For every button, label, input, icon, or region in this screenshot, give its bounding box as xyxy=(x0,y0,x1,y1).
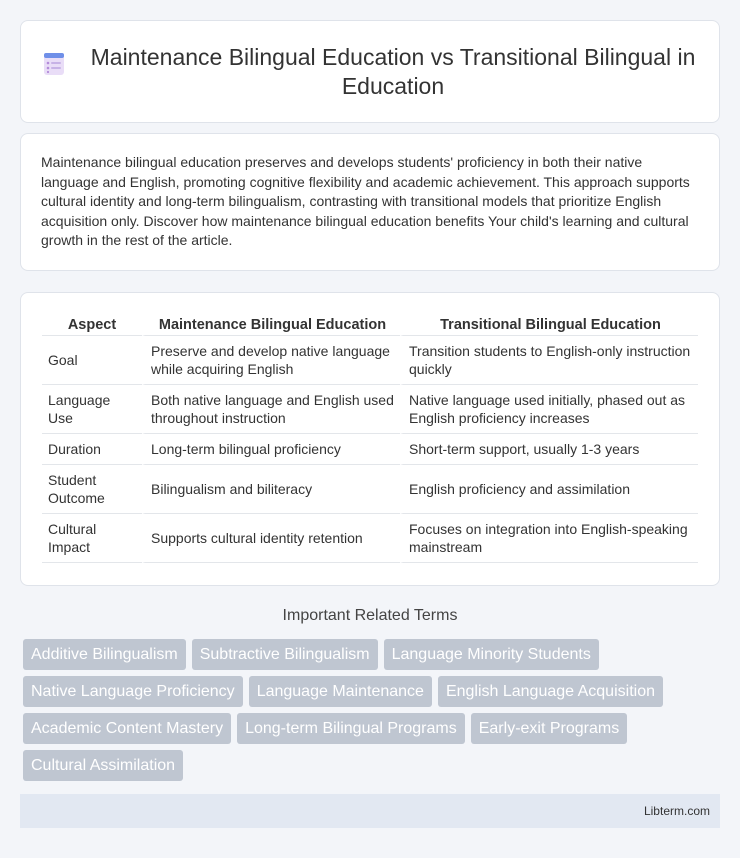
table-row xyxy=(42,385,698,434)
related-term-tag[interactable]: Additive Bilingualism xyxy=(23,639,186,670)
table-row xyxy=(42,514,698,563)
related-term-tag[interactable]: English Language Acquisition xyxy=(438,676,663,707)
intro-card xyxy=(20,133,720,271)
footer-site-link[interactable]: Libterm.com xyxy=(643,804,710,818)
column-header-transitional: Transitional Bilingual Education xyxy=(400,313,698,336)
comparison-table-card xyxy=(20,292,720,586)
table-row xyxy=(42,465,698,514)
related-term-tag[interactable]: Early-exit Programs xyxy=(471,713,627,744)
aspect-cell: Duration xyxy=(42,434,142,465)
table-row xyxy=(42,336,698,385)
intro-paragraph: Maintenance bilingual education preserves and develops students' proficiency in both their native language and English, promoting cognitive flexibility and academic achievement. This approach supports cultural identity and long-term bilingualism, contrasting with transitional models that prioritize English acquisition only. Discover how maintenance bilingual education benefits Your child's learning and cultural growth in the rest of the article. xyxy=(41,154,690,249)
related-term-tag[interactable]: Subtractive Bilingualism xyxy=(192,639,378,670)
maintenance-cell: Bilingualism and biliteracy xyxy=(142,465,400,514)
transitional-cell: Short-term support, usually 1-3 years xyxy=(400,434,698,465)
aspect-cell: Goal xyxy=(42,336,142,385)
related-term-tag[interactable]: Language Minority Students xyxy=(384,639,599,670)
related-terms-list xyxy=(23,639,723,787)
table-row xyxy=(42,434,698,465)
transitional-cell: Focuses on integration into English-speaking mainstream xyxy=(400,514,698,563)
maintenance-cell: Supports cultural identity retention xyxy=(142,514,400,563)
transitional-cell: Native language used initially, phased out as English proficiency increases xyxy=(400,385,698,434)
maintenance-cell: Preserve and develop native language while acquiring English xyxy=(142,336,400,385)
related-term-tag[interactable]: Academic Content Mastery xyxy=(23,713,231,744)
aspect-cell: Language Use xyxy=(42,385,142,434)
aspect-cell: Student Outcome xyxy=(42,465,142,514)
transitional-cell: English proficiency and assimilation xyxy=(400,465,698,514)
header-card xyxy=(20,20,720,123)
aspect-cell: Cultural Impact xyxy=(42,514,142,563)
related-term-tag[interactable]: Language Maintenance xyxy=(249,676,432,707)
related-term-tag[interactable]: Cultural Assimilation xyxy=(23,750,183,781)
related-term-tag[interactable]: Long-term Bilingual Programs xyxy=(237,713,465,744)
related-terms-title: Important Related Terms xyxy=(282,607,458,624)
comparison-table xyxy=(42,313,698,563)
maintenance-cell: Long-term bilingual proficiency xyxy=(142,434,400,465)
document-list-icon xyxy=(41,51,67,77)
footer xyxy=(20,794,720,828)
column-header-aspect: Aspect xyxy=(42,313,142,336)
column-header-maintenance: Maintenance Bilingual Education xyxy=(142,313,400,336)
page-title: Maintenance Bilingual Education vs Transitional Bilingual in Education xyxy=(90,43,696,99)
maintenance-cell: Both native language and English used throughout instruction xyxy=(142,385,400,434)
related-term-tag[interactable]: Native Language Proficiency xyxy=(23,676,243,707)
table-header-row xyxy=(42,313,698,336)
transitional-cell: Transition students to English-only instruction quickly xyxy=(400,336,698,385)
